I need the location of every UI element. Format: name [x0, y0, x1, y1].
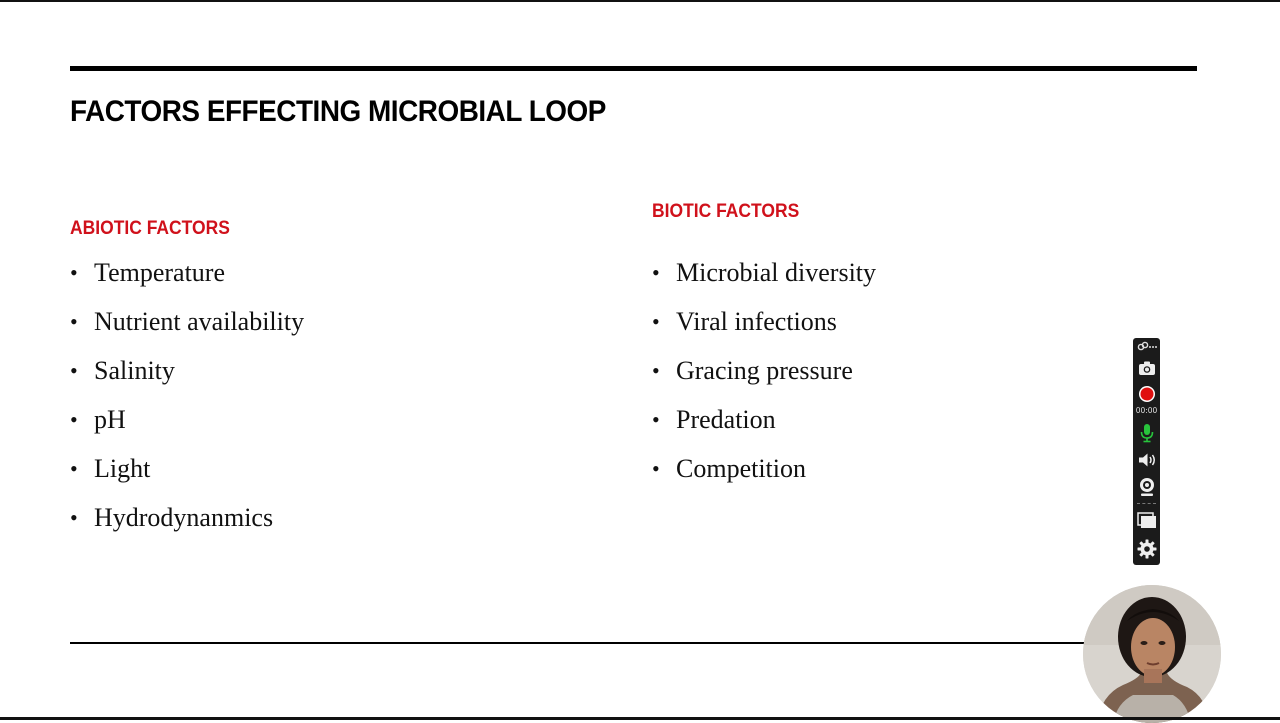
abiotic-factor-item: • Temperature	[70, 257, 304, 306]
biotic-factor-item: • Microbial diversity	[652, 257, 876, 306]
camera-icon	[1138, 360, 1156, 376]
microphone-icon	[1139, 423, 1155, 443]
biotic-factor-item: • Predation	[652, 404, 876, 453]
abiotic-factors-list	[70, 257, 304, 551]
speaker-icon	[1137, 452, 1157, 468]
abiotic-factor-item: • Nutrient availability	[70, 306, 304, 355]
screen-select-button[interactable]	[1133, 510, 1160, 532]
biotic-factors-list	[652, 257, 876, 502]
abiotic-factor-item: • Light	[70, 453, 304, 502]
settings-button[interactable]	[1133, 538, 1160, 560]
screen-recorder-toolbar	[1133, 338, 1160, 565]
abiotic-factors-heading: ABIOTIC FACTORS	[70, 218, 230, 239]
webcam-icon	[1138, 477, 1156, 497]
biotic-factor-item: • Competition	[652, 453, 876, 502]
microphone-button[interactable]	[1133, 422, 1160, 444]
screenshot-button[interactable]	[1133, 358, 1160, 378]
abiotic-factor-item: • Hydrodynanmics	[70, 502, 304, 551]
webcam-overlay[interactable]	[1083, 585, 1221, 723]
video-frame-top-border	[0, 0, 1280, 2]
presenter-video	[1083, 585, 1221, 723]
speaker-button[interactable]	[1133, 450, 1160, 470]
biotic-factor-item: • Gracing pressure	[652, 355, 876, 404]
biotic-factors-heading: BIOTIC FACTORS	[652, 201, 800, 222]
screen-icon	[1137, 512, 1157, 530]
link-icon[interactable]	[1136, 341, 1158, 353]
abiotic-factor-item: • Salinity	[70, 355, 304, 404]
slide-bottom-rule	[70, 642, 1090, 644]
abiotic-factor-item: • pH	[70, 404, 304, 453]
recording-timer: 00:00	[1135, 406, 1158, 415]
title-top-rule	[70, 66, 1197, 71]
biotic-factor-item: • Viral infections	[652, 306, 876, 355]
slide-title: FACTORS EFFECTING MICROBIAL LOOP	[70, 95, 606, 128]
toolbar-divider	[1137, 503, 1156, 504]
record-button[interactable]	[1133, 384, 1160, 404]
gear-icon	[1137, 539, 1157, 559]
toolbar-header	[1133, 340, 1160, 354]
webcam-button[interactable]	[1133, 476, 1160, 498]
record-icon	[1138, 385, 1156, 403]
